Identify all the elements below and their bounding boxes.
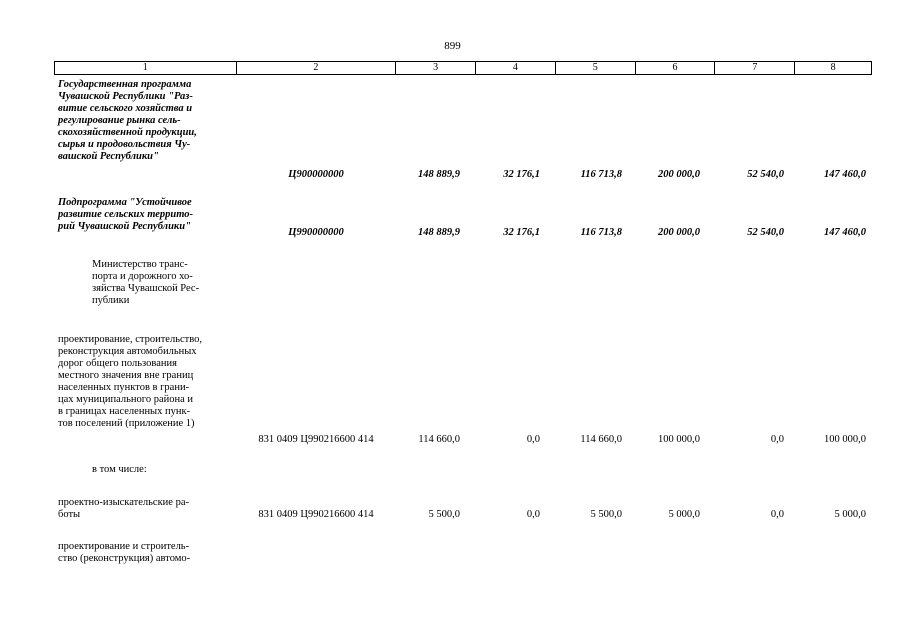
desc-line: развитие сельских террито- bbox=[58, 209, 194, 220]
desc-line: Государственная программа bbox=[58, 79, 192, 90]
desc-line: тов поселений (приложение 1) bbox=[58, 418, 195, 429]
row-roads-col5: 114 660,0 bbox=[580, 434, 622, 445]
desc-line: сырья и продовольствия Чу- bbox=[58, 139, 191, 150]
row-roads-col8: 100 000,0 bbox=[824, 434, 866, 445]
row-roads-code: 831 0409 Ц990216600 414 bbox=[258, 434, 374, 445]
row-subprogram-code: Ц990000000 bbox=[288, 227, 344, 238]
row-subprogram-col3: 148 889,9 bbox=[418, 227, 460, 238]
row-roads-col6: 100 000,0 bbox=[658, 434, 700, 445]
row-design-construction-description bbox=[58, 541, 233, 565]
desc-line: местного значения вне границ bbox=[58, 370, 194, 381]
row-state-program-code: Ц900000000 bbox=[288, 169, 344, 180]
row-survey-col4: 0,0 bbox=[526, 509, 540, 520]
header-cell-2: 2 bbox=[237, 62, 397, 74]
row-ministry-description bbox=[92, 259, 233, 307]
row-state-program-col6: 200 000,0 bbox=[658, 169, 700, 180]
desc-line: цах муниципального района и bbox=[58, 394, 194, 405]
desc-line: регулирование рынка сель- bbox=[58, 115, 181, 126]
desc-line: вашской Республики" bbox=[58, 151, 159, 162]
desc-line: населенных пунктов в грани- bbox=[58, 382, 190, 393]
row-state-program-col8: 147 460,0 bbox=[824, 169, 866, 180]
row-roads-description bbox=[58, 334, 233, 430]
row-state-program-description bbox=[58, 79, 233, 163]
desc-line: реконструкция автомобильных bbox=[58, 346, 197, 357]
row-survey-col6: 5 000,0 bbox=[668, 509, 700, 520]
desc-line: скохозяйственной продукции, bbox=[58, 127, 197, 138]
row-subprogram-col4: 32 176,1 bbox=[503, 227, 540, 238]
header-cell-5: 5 bbox=[556, 62, 636, 74]
row-roads-col3: 114 660,0 bbox=[418, 434, 460, 445]
row-survey-col5: 5 500,0 bbox=[590, 509, 622, 520]
header-cell-4: 4 bbox=[476, 62, 556, 74]
desc-line: проектирование и строитель- bbox=[58, 541, 190, 552]
desc-line: Чувашской Республики "Раз- bbox=[58, 91, 193, 102]
row-roads-col4: 0,0 bbox=[526, 434, 540, 445]
row-state-program-col4: 32 176,1 bbox=[503, 169, 540, 180]
row-subprogram-col5: 116 713,8 bbox=[580, 227, 622, 238]
header-cell-8: 8 bbox=[830, 62, 836, 73]
desc-line: публики bbox=[92, 295, 130, 306]
row-state-program-col7: 52 540,0 bbox=[747, 169, 784, 180]
desc-line: ство (реконструкция) автомо- bbox=[58, 553, 191, 564]
row-state-program-col5: 116 713,8 bbox=[580, 169, 622, 180]
desc-line: порта и дорожного хо- bbox=[92, 271, 193, 282]
row-state-program-col3: 148 889,9 bbox=[418, 169, 460, 180]
row-survey-code: 831 0409 Ц990216600 414 bbox=[258, 509, 374, 520]
header-cell-6: 6 bbox=[636, 62, 716, 74]
desc-line: Подпрограмма "Устойчивое bbox=[58, 197, 192, 208]
desc-line: боты bbox=[58, 509, 81, 520]
header-cell-7: 7 bbox=[715, 62, 795, 74]
desc-line: в том числе: bbox=[92, 464, 147, 475]
desc-line: дорог общего пользования bbox=[58, 358, 177, 369]
row-survey-col3: 5 500,0 bbox=[428, 509, 460, 520]
row-subprogram-col8: 147 460,0 bbox=[824, 227, 866, 238]
row-survey-col7: 0,0 bbox=[770, 509, 784, 520]
table-header-row bbox=[54, 61, 872, 75]
desc-line: Министерство транс- bbox=[92, 259, 188, 270]
row-subprogram-description bbox=[58, 197, 233, 233]
desc-line: проектирование, строительство, bbox=[58, 334, 202, 345]
row-subprogram-col6: 200 000,0 bbox=[658, 227, 700, 238]
desc-line: зяйства Чувашской Рес- bbox=[92, 283, 200, 294]
row-subprogram-col7: 52 540,0 bbox=[747, 227, 784, 238]
desc-line: в границах населенных пунк- bbox=[58, 406, 191, 417]
desc-line: проектно-изыскательские ра- bbox=[58, 497, 189, 508]
page-number: 899 bbox=[444, 40, 461, 52]
header-cell-3: 3 bbox=[396, 62, 476, 74]
desc-line: витие сельского хозяйства и bbox=[58, 103, 193, 114]
row-roads-col7: 0,0 bbox=[770, 434, 784, 445]
desc-line: рий Чувашской Республики" bbox=[58, 221, 191, 232]
header-cell-1: 1 bbox=[55, 62, 237, 74]
row-survey-description bbox=[58, 497, 233, 521]
row-survey-col8: 5 000,0 bbox=[834, 509, 866, 520]
row-including-label bbox=[92, 464, 233, 476]
